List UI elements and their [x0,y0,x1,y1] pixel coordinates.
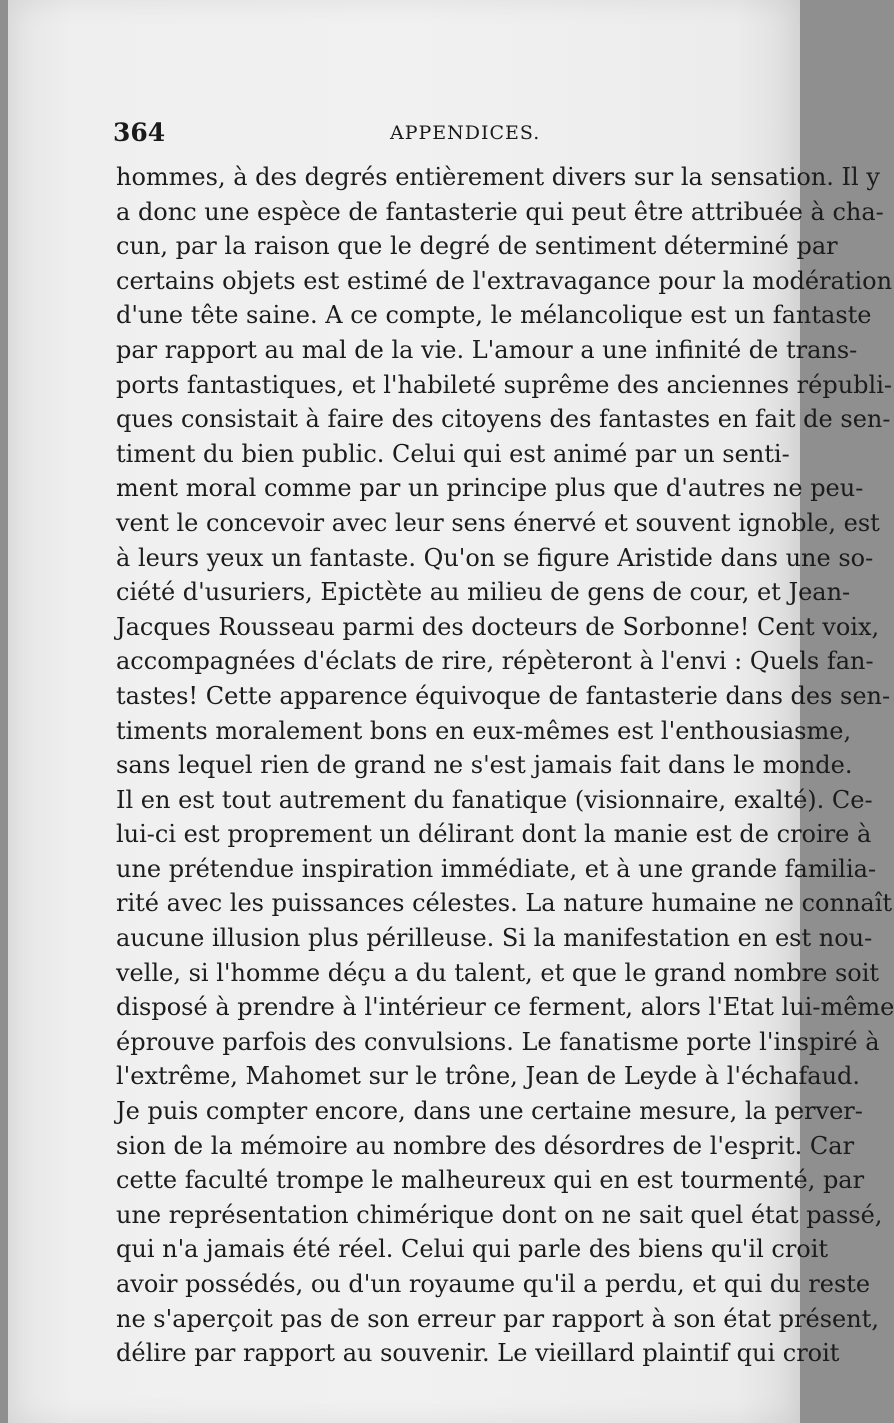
text-line: accompagnées d'éclats de rire, répèteront à l'envi : Quels fan- [116,647,874,676]
text-line: une prétendue inspiration immédiate, et à une grande familia- [116,854,877,883]
text-line: a donc une espèce de fantasterie qui peut être attribuée à cha- [116,197,884,226]
text-line: lui-ci est proprement un délirant dont la manie est de croire à [116,820,872,849]
text-line: ques consistait à faire des citoyens des fantastes en fait de sen- [116,405,891,434]
text-line: ne s'aperçoit pas de son erreur par rapport à son état présent, [116,1304,879,1333]
body-text [116,160,894,1371]
text-line: cun, par la raison que le degré de sentiment déterminé par [116,232,838,261]
text-line: velle, si l'homme déçu a du talent, et que le grand nombre soit [116,958,880,987]
text-line: aucune illusion plus périlleuse. Si la manifestation en est nou- [116,924,873,953]
text-line: rité avec les puissances célestes. La nature humaine ne connaît [116,889,893,918]
text-line: délire par rapport au souvenir. Le vieillard plaintif qui croit [116,1339,840,1368]
text-line: une représentation chimérique dont on ne sait quel état passé, [116,1200,883,1229]
text-line: vent le concevoir avec leur sens énervé et souvent ignoble, est [116,508,880,537]
text-line: disposé à prendre à l'intérieur ce ferment, alors l'Etat lui-même [116,993,894,1022]
text-line: ports fantastiques, et l'habileté suprême des anciennes républi- [116,370,893,399]
text-line: ment moral comme par un principe plus que d'autres ne peu- [116,474,864,503]
text-line: sans lequel rien de grand ne s'est jamais fait dans le monde. [116,751,853,780]
page-number: 364 [113,118,166,147]
text-line: Il en est tout autrement du fanatique (visionnaire, exalté). Ce- [116,785,873,814]
text-line: avoir possédés, ou d'un royaume qu'il a perdu, et qui du reste [116,1270,871,1298]
page-header [113,118,783,152]
text-line: timents moralement bons en eux-mêmes est l'enthousiasme, [116,716,852,745]
text-line: d'une tête saine. A ce compte, le mélancolique est un fantaste [116,301,872,330]
book-page [8,0,894,1423]
text-line: Jacques Rousseau parmi des docteurs de Sorbonne! Cent voix, [116,612,880,641]
text-line: tastes! Cette apparence équivoque de fantasterie dans des sen- [116,681,891,710]
text-line: l'extrême, Mahomet sur le trône, Jean de Leyde à l'échafaud. [116,1062,861,1091]
text-line: cette faculté trompe le malheureux qui en est tourmenté, par [116,1166,865,1195]
text-line: sion de la mémoire au nombre des désordres de l'esprit. Car [116,1131,855,1160]
text-line: hommes, à des degrés entièrement divers sur la sensation. Il y [116,163,880,191]
text-line: timent du bien public. Celui qui est animé par un senti- [116,439,790,468]
text-line: Je puis compter encore, dans une certaine mesure, la perver- [116,1097,863,1126]
running-head: APPENDICES. [390,122,541,144]
text-line: certains objets est estimé de l'extravagance pour la modération [116,266,893,295]
text-line: éprouve parfois des convulsions. Le fanatisme porte l'inspiré à [116,1027,880,1056]
text-line: par rapport au mal de la vie. L'amour a une infinité de trans- [116,335,858,364]
text-line: qui n'a jamais été réel. Celui qui parle des biens qu'il croit [116,1235,829,1264]
text-line: ciété d'usuriers, Epictète au milieu de gens de cour, et Jean- [116,578,851,607]
text-line: à leurs yeux un fantaste. Qu'on se figure Aristide dans une so- [116,543,874,572]
